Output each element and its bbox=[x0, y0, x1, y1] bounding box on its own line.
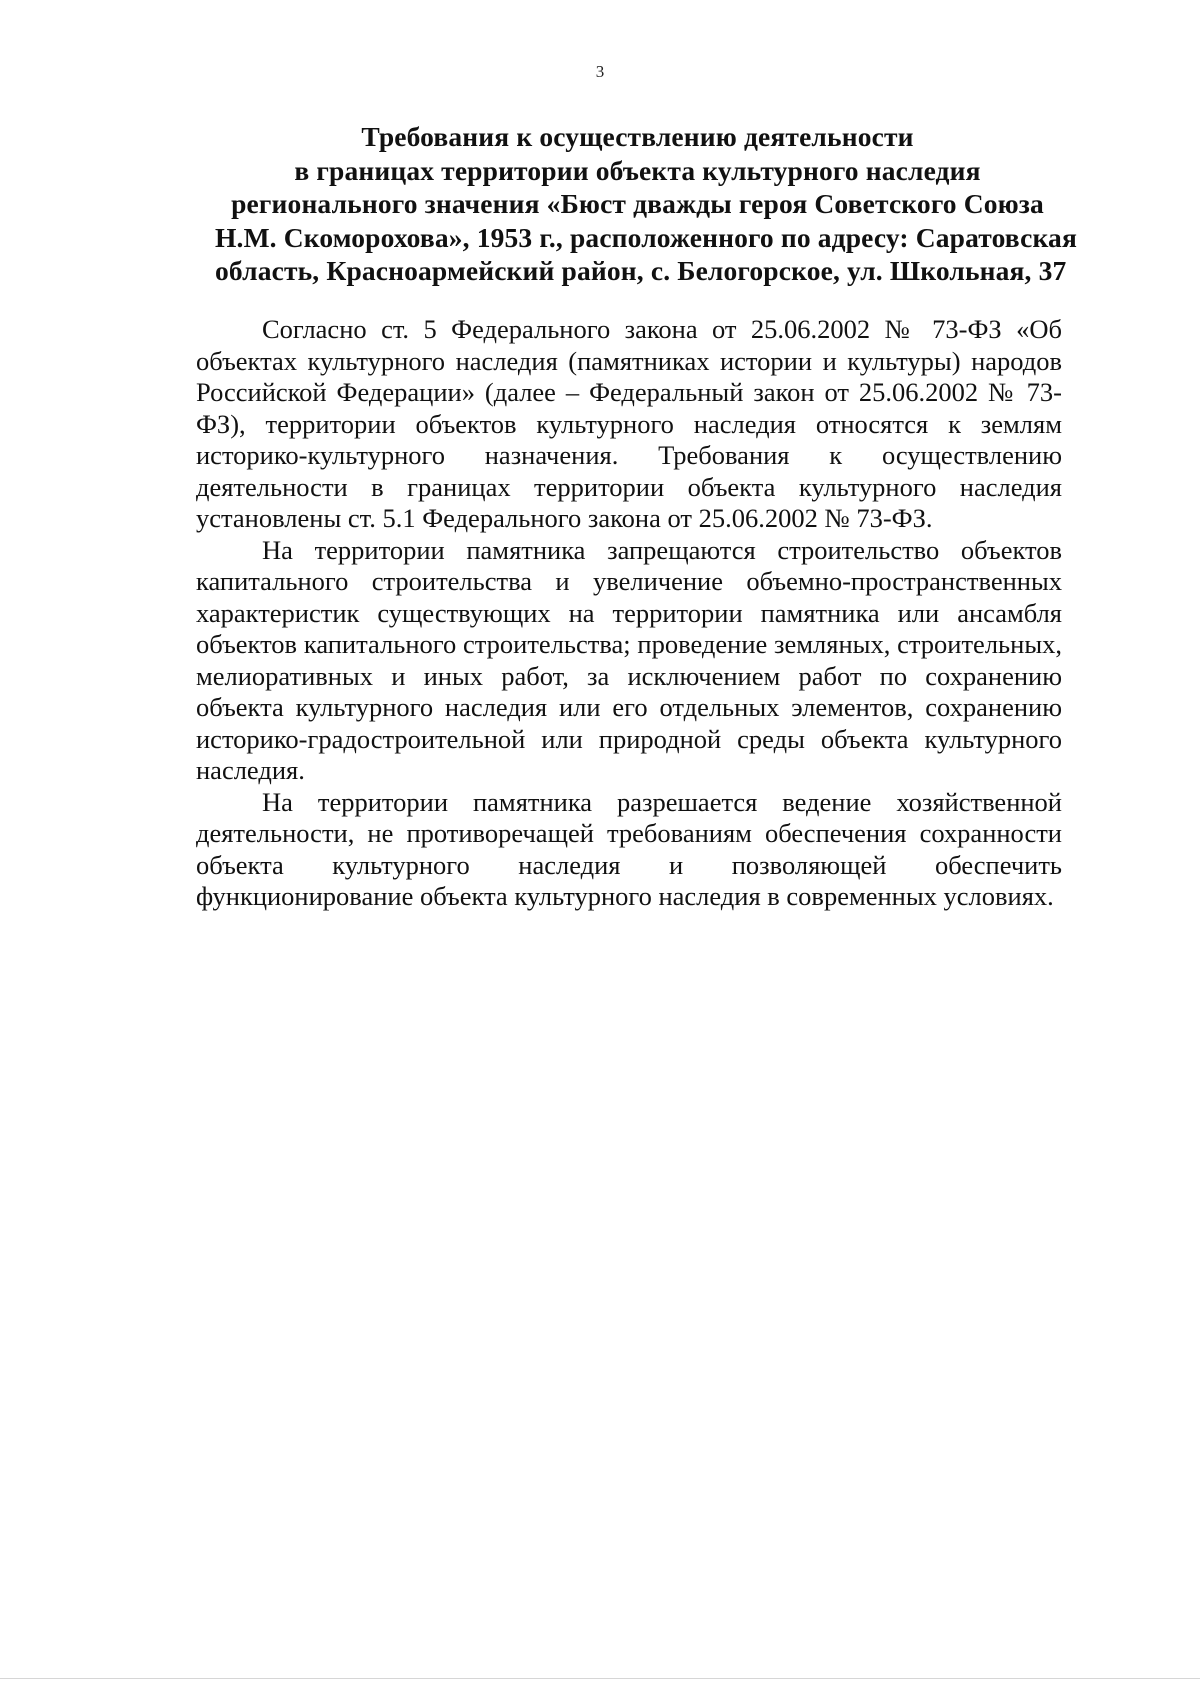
document-body bbox=[196, 314, 1062, 913]
page-number: 3 bbox=[595, 62, 605, 81]
document-title bbox=[215, 120, 1077, 288]
title-line: регионального значения «Бюст дважды героя Советского Союза bbox=[231, 188, 1044, 219]
title-line: область, Красноармейский район, с. Белогорское, ул. Школьная, 37 bbox=[215, 255, 1067, 286]
title-line: Н.М. Скоморохова», 1953 г., расположенного по адресу: Саратовская bbox=[215, 221, 1077, 253]
paragraph-legal-basis: Согласно ст. 5 Федерального закона от 25.06.2002 № 73-ФЗ «Об объектах культурного наследия (памятниках истории и культуры) народов Российской Федерации» (далее – Федеральный закон от 25.06.2002 № 73-ФЗ), территории объектов культурного наследия относятся к землям историко-культурного назначения. Требования к осуществлению деятельности в границах территории объекта культурного наследия установлены ст. 5.1 Федерального закона от 25.06.2002 № 73-ФЗ. bbox=[196, 314, 1062, 533]
paragraph-permissions: На территории памятника разрешается ведение хозяйственной деятельности, не противоречащей требованиям обеспечения сохранности объекта культурного наследия и позволяющей обеспечить функционирование объекта культурного наследия в современных условиях. bbox=[196, 786, 1062, 911]
paragraph-prohibitions: На территории памятника запрещаются строительство объектов капитального строительства и увеличение объемно-пространственных характеристик существующих на территории памятника или ансамбля объектов капитального строительства; проведение земляных, строительных, мелиоративных и иных работ, за исключением работ по сохранению объекта культурного наследия или его отдельных элементов, сохранению историко-градостроительной или природной среды объекта культурного наследия. bbox=[196, 534, 1062, 785]
title-line: Требования к осуществлению деятельности bbox=[361, 121, 914, 152]
scan-edge-line bbox=[0, 1678, 1200, 1679]
title-line: в границах территории объекта культурного наследия bbox=[294, 154, 981, 186]
